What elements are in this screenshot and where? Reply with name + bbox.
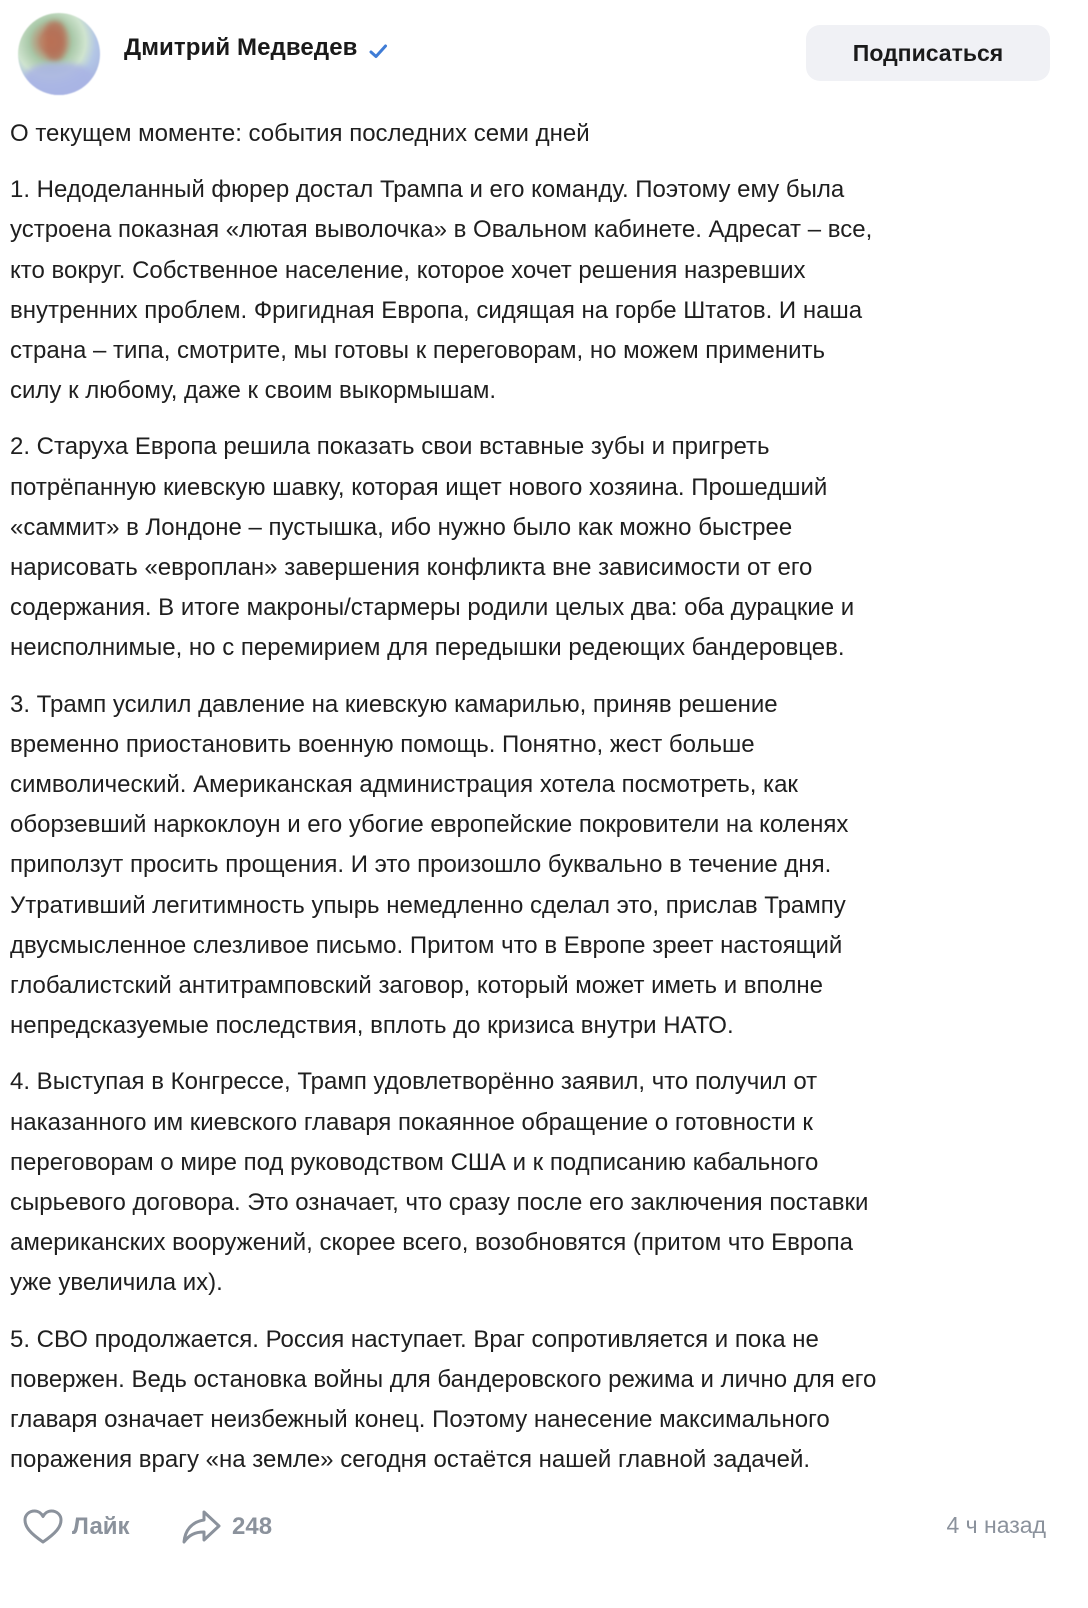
- text-line: 3. Трамп усилил давление на киевскую камарилью, приняв решение: [10, 690, 778, 718]
- text-line: поражения врагу «на земле» сегодня остаётся нашей главной задачей.: [10, 1446, 811, 1474]
- post-paragraph-5: [10, 1320, 1080, 1481]
- text-line: Утративший легитимность упырь немедленно сделал это, прислав Трампу: [10, 891, 846, 919]
- text-line: временно приостановить военную помощь. Понятно, жест больше: [10, 730, 755, 758]
- text-line: устроена показная «лютая выволочка» в Овальном кабинете. Адресат – все,: [10, 216, 873, 244]
- post-paragraph-3: [10, 685, 1080, 1047]
- text-line: глобалистский антитрамповский заговор, который может иметь и вполне: [10, 972, 823, 1000]
- post-header: [0, 0, 1088, 108]
- text-line: сырьевого договора. Это означает, что сразу после его заключения поставки: [10, 1189, 869, 1217]
- post-paragraph-1: [10, 170, 1080, 411]
- text-line: потрёпанную киевскую шавку, которая ищет нового хозяина. Прошедший: [10, 473, 828, 501]
- avatar-face: [44, 21, 66, 61]
- text-line: двусмысленное слезливое письмо. Притом что в Европе зреет настоящий: [10, 931, 843, 959]
- like-button[interactable]: [22, 1508, 130, 1546]
- text-line: приползут просить прощения. И это произошло буквально в течение дня.: [10, 851, 832, 879]
- verified-check-icon: [368, 41, 388, 61]
- post-paragraph-4: [10, 1062, 1080, 1303]
- post-body: [10, 114, 1080, 1497]
- subscribe-button[interactable]: Подписаться: [806, 25, 1050, 81]
- post-timestamp[interactable]: 4 ч назад: [946, 1512, 1046, 1538]
- text-line: уже увеличила их).: [10, 1269, 223, 1297]
- author-block: [124, 34, 388, 62]
- like-label: Лайк: [72, 1513, 130, 1540]
- text-line: американских вооружений, скорее всего, возобновятся (притом что Европа: [10, 1229, 853, 1257]
- text-line: главаря означает неизбежный конец. Поэтому нанесение максимального: [10, 1406, 830, 1434]
- text-line: переговорам о мире под руководством США и к подписанию кабального: [10, 1148, 819, 1176]
- text-line: непредсказуемые последствия, вплоть до кризиса внутри НАТО.: [10, 1012, 734, 1040]
- post-footer: [0, 1500, 1088, 1560]
- post-paragraph-2: [10, 427, 1080, 668]
- share-button[interactable]: [180, 1508, 272, 1546]
- text-line: страна – типа, смотрите, мы готовы к переговорам, но можем применить: [10, 337, 826, 365]
- text-line: нарисовать «европлан» завершения конфликта вне зависимости от его: [10, 554, 813, 582]
- author-avatar[interactable]: [18, 13, 100, 95]
- share-arrow-icon: [180, 1508, 222, 1546]
- text-line: оборзевший наркоклоун и его убогие европейские покровители на коленях: [10, 811, 849, 839]
- text-line: 1. Недоделанный фюрер достал Трампа и его команду. Поэтому ему была: [10, 176, 845, 204]
- text-line: неисполнимые, но с перемирием для передышки редеющих бандеровцев.: [10, 634, 845, 662]
- text-line: внутренних проблем. Фригидная Европа, сидящая на горбе Штатов. И наша: [10, 296, 863, 324]
- text-line: 5. СВО продолжается. Россия наступает. Враг сопротивляется и пока не: [10, 1325, 819, 1353]
- text-line: 4. Выступая в Конгрессе, Трамп удовлетворённо заявил, что получил от: [10, 1068, 818, 1096]
- author-name[interactable]: Дмитрий Медведев: [124, 34, 358, 61]
- text-line: «саммит» в Лондоне – пустышка, ибо нужно было как можно быстрее: [10, 513, 793, 541]
- text-line: кто вокруг. Собственное население, которое хочет решения назревших: [10, 256, 806, 284]
- text-line: символический. Американская администрация хотела посмотреть, как: [10, 771, 798, 799]
- text-line: повержен. Ведь остановка войны для бандеровского режима и лично для его: [10, 1365, 877, 1393]
- text-line: содержания. В итоге макроны/стармеры родили целых два: оба дурацкие и: [10, 594, 855, 622]
- heart-outline-icon: [22, 1508, 64, 1546]
- share-count: 248: [232, 1513, 273, 1540]
- text-line: силу к любому, даже к своим выкормышам.: [10, 377, 497, 405]
- text-line: наказанного им киевского главаря покаянное обращение о готовности к: [10, 1108, 813, 1136]
- avatar-shirt: [24, 63, 94, 95]
- post-title: О текущем моменте: события последних семи дней: [10, 120, 590, 147]
- text-line: 2. Старуха Европа решила показать свои вставные зубы и пригреть: [10, 433, 770, 461]
